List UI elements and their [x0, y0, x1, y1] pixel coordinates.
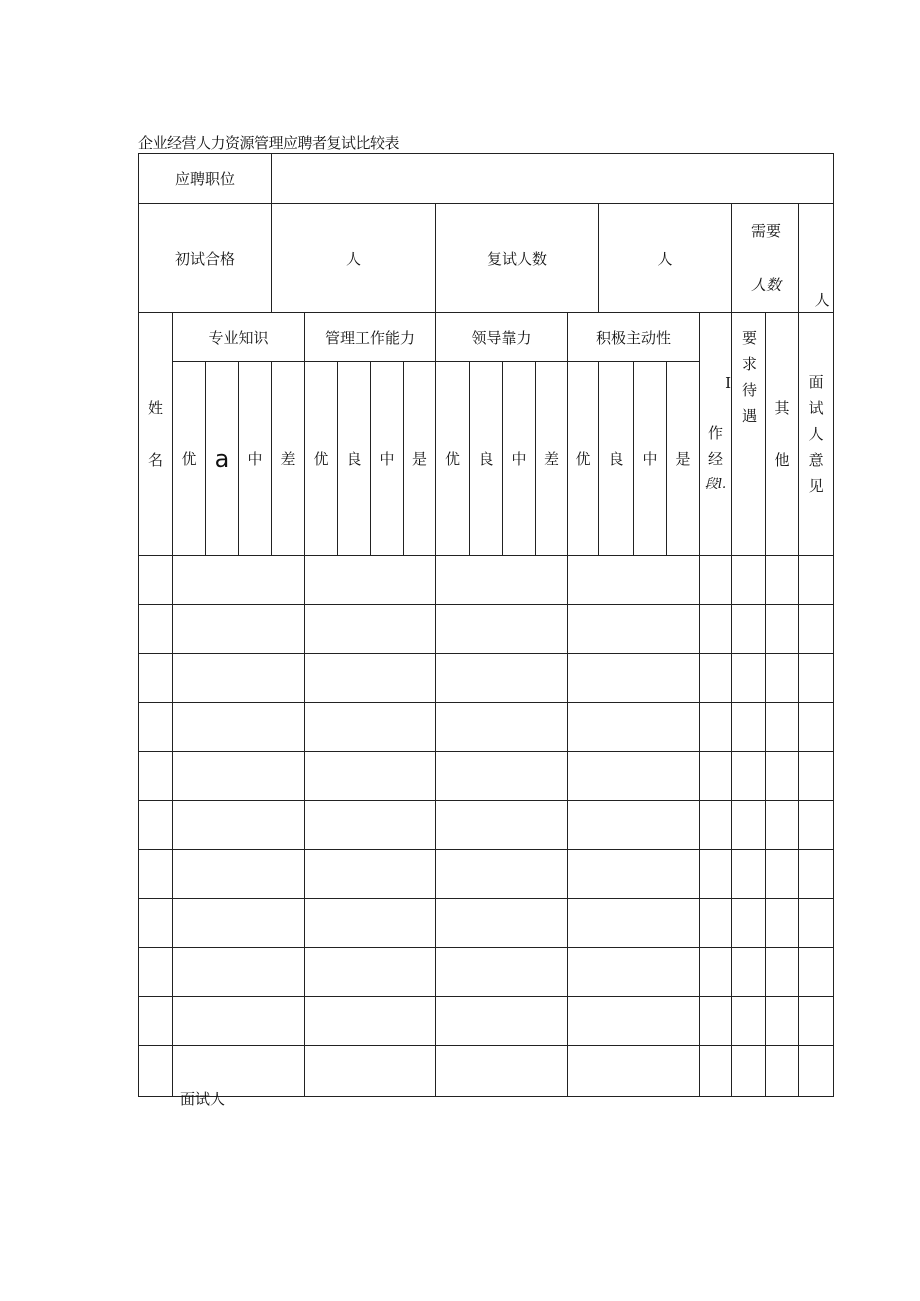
name-cell[interactable]: [139, 899, 173, 948]
grade-header: 良: [470, 362, 503, 556]
opinion-cell[interactable]: [799, 997, 834, 1046]
salary-cell[interactable]: [732, 703, 766, 752]
work-exp-cell[interactable]: [700, 703, 732, 752]
other-cell[interactable]: [766, 605, 799, 654]
opinion-cell[interactable]: [799, 850, 834, 899]
name-cell[interactable]: [139, 703, 173, 752]
name-cell[interactable]: [139, 752, 173, 801]
grade-header: 良: [338, 362, 371, 556]
opinion-cell[interactable]: [799, 948, 834, 997]
leadership-cell[interactable]: [436, 899, 568, 948]
management-cell[interactable]: [305, 556, 436, 605]
professional-cell[interactable]: [173, 997, 305, 1046]
work-exp-cell[interactable]: [700, 1046, 732, 1097]
initiative-cell[interactable]: [568, 948, 700, 997]
salary-char-4: 遇: [742, 407, 758, 425]
leadership-cell[interactable]: [436, 1046, 568, 1097]
grade-header: 差: [272, 362, 305, 556]
grade-header: 优: [173, 362, 206, 556]
group-header-initiative: 积极主动性: [568, 313, 700, 362]
management-cell[interactable]: [305, 752, 436, 801]
work-exp-cell[interactable]: [700, 801, 732, 850]
opinion-char-5: 见: [808, 477, 824, 495]
management-cell[interactable]: [305, 948, 436, 997]
other-cell[interactable]: [766, 997, 799, 1046]
leadership-cell[interactable]: [436, 556, 568, 605]
work-exp-cell[interactable]: [700, 997, 732, 1046]
position-value[interactable]: [272, 154, 834, 204]
grade-header: 中: [371, 362, 404, 556]
work-exp-cell[interactable]: [700, 899, 732, 948]
need-label-line1: 需要: [751, 222, 782, 240]
initial-pass-label: 初试合格: [139, 204, 272, 313]
work-exp-char-4: 段l.: [704, 477, 727, 492]
grade-a-label: a: [214, 444, 230, 473]
grade-header: [206, 362, 239, 556]
initiative-cell[interactable]: [568, 997, 700, 1046]
name-char-1: 姓: [147, 399, 163, 417]
professional-cell[interactable]: [173, 948, 305, 997]
professional-cell[interactable]: [173, 899, 305, 948]
name-cell[interactable]: [139, 850, 173, 899]
opinion-cell[interactable]: [799, 1046, 834, 1097]
management-cell[interactable]: [305, 850, 436, 899]
opinion-cell[interactable]: [799, 556, 834, 605]
grade-header: 中: [239, 362, 272, 556]
salary-cell[interactable]: [732, 997, 766, 1046]
salary-cell[interactable]: [732, 801, 766, 850]
group-header-leadership: 领导靠力: [436, 313, 568, 362]
work-exp-cell[interactable]: [700, 850, 732, 899]
initiative-cell[interactable]: [568, 899, 700, 948]
opinion-char-3: 人: [808, 425, 824, 443]
salary-cell[interactable]: [732, 850, 766, 899]
grade-header: 优: [305, 362, 338, 556]
work-exp-cell[interactable]: [700, 605, 732, 654]
management-cell[interactable]: [305, 703, 436, 752]
grade-header: 中: [503, 362, 536, 556]
professional-cell[interactable]: [173, 850, 305, 899]
interviewer-label: 面试人: [180, 1090, 226, 1108]
table-row: [139, 752, 834, 801]
opinion-char-2: 试: [808, 399, 824, 417]
grade-header: 差: [536, 362, 568, 556]
opinion-char-1: 面: [808, 373, 824, 391]
salary-header: [732, 313, 766, 556]
salary-cell[interactable]: [732, 948, 766, 997]
page-title: 企业经营人力资源管理应聘者复试比较表: [138, 134, 400, 152]
work-experience-header: [700, 313, 732, 556]
retest-count-value[interactable]: 人: [599, 204, 732, 313]
other-cell[interactable]: [766, 654, 799, 703]
management-cell[interactable]: [305, 899, 436, 948]
name-cell[interactable]: [139, 801, 173, 850]
initiative-cell[interactable]: [568, 1046, 700, 1097]
other-cell[interactable]: [766, 801, 799, 850]
name-cell[interactable]: [139, 1046, 173, 1097]
opinion-cell[interactable]: [799, 752, 834, 801]
leadership-cell[interactable]: [436, 801, 568, 850]
other-cell[interactable]: [766, 703, 799, 752]
position-row: [139, 154, 834, 204]
name-cell[interactable]: [139, 997, 173, 1046]
other-char-2: 他: [774, 451, 790, 469]
work-exp-cell[interactable]: [700, 556, 732, 605]
name-cell[interactable]: [139, 654, 173, 703]
opinion-cell[interactable]: [799, 703, 834, 752]
other-cell[interactable]: [766, 850, 799, 899]
salary-cell[interactable]: [732, 605, 766, 654]
salary-char-3: 待: [742, 381, 758, 399]
leadership-cell[interactable]: [436, 997, 568, 1046]
table-row: [139, 850, 834, 899]
leadership-cell[interactable]: [436, 605, 568, 654]
table-row: [139, 654, 834, 703]
name-cell[interactable]: [139, 605, 173, 654]
name-cell[interactable]: [139, 556, 173, 605]
table-row: [139, 997, 834, 1046]
initiative-cell[interactable]: [568, 850, 700, 899]
management-cell[interactable]: [305, 654, 436, 703]
initiative-cell[interactable]: [568, 654, 700, 703]
work-exp-char-3: 经: [708, 450, 724, 468]
work-exp-char-2: 作: [708, 424, 724, 442]
professional-cell[interactable]: [173, 556, 305, 605]
grade-header: 良: [599, 362, 634, 556]
header-row-1: [139, 313, 834, 362]
group-header-professional: 专业知识: [173, 313, 305, 362]
salary-cell[interactable]: [732, 752, 766, 801]
need-count-label: [732, 204, 799, 313]
salary-cell[interactable]: [732, 899, 766, 948]
name-char-2: 名: [147, 451, 163, 469]
other-cell[interactable]: [766, 1046, 799, 1097]
need-label-line2: 人数: [751, 276, 782, 294]
leadership-cell[interactable]: [436, 752, 568, 801]
leadership-cell[interactable]: [436, 703, 568, 752]
initiative-cell[interactable]: [568, 801, 700, 850]
salary-cell[interactable]: [732, 1046, 766, 1097]
salary-char-2: 求: [742, 355, 758, 373]
other-cell[interactable]: [766, 752, 799, 801]
leadership-cell[interactable]: [436, 654, 568, 703]
initial-pass-value[interactable]: 人: [272, 204, 436, 313]
leadership-cell[interactable]: [436, 948, 568, 997]
grade-header: 中: [634, 362, 667, 556]
professional-cell[interactable]: [173, 703, 305, 752]
table-row: [139, 703, 834, 752]
leadership-cell[interactable]: [436, 850, 568, 899]
table-row: [139, 605, 834, 654]
grade-header: 是: [404, 362, 436, 556]
interviewer-opinion-header: [799, 313, 834, 556]
salary-cell[interactable]: [732, 556, 766, 605]
table-row: [139, 801, 834, 850]
salary-cell[interactable]: [732, 654, 766, 703]
grade-header: 优: [436, 362, 470, 556]
group-header-management: 管理工作能力: [305, 313, 436, 362]
management-cell[interactable]: [305, 801, 436, 850]
work-exp-char-1: I: [725, 374, 732, 392]
candidate-rows: [139, 556, 834, 1097]
work-exp-cell[interactable]: [700, 948, 732, 997]
opinion-cell[interactable]: [799, 654, 834, 703]
table-row: [139, 899, 834, 948]
professional-cell[interactable]: [173, 801, 305, 850]
counts-row: [139, 204, 834, 313]
initiative-cell[interactable]: [568, 752, 700, 801]
position-label: 应聘职位: [139, 154, 272, 204]
initiative-cell[interactable]: [568, 605, 700, 654]
comparison-table: [138, 153, 834, 1097]
other-cell[interactable]: [766, 948, 799, 997]
table-row: [139, 948, 834, 997]
table-row: [139, 556, 834, 605]
work-exp-cell[interactable]: [700, 752, 732, 801]
professional-cell[interactable]: [173, 605, 305, 654]
other-cell[interactable]: [766, 899, 799, 948]
management-cell[interactable]: [305, 1046, 436, 1097]
name-header: [139, 313, 173, 556]
grade-header: 是: [667, 362, 700, 556]
name-cell[interactable]: [139, 948, 173, 997]
opinion-cell[interactable]: [799, 899, 834, 948]
management-cell[interactable]: [305, 997, 436, 1046]
management-cell[interactable]: [305, 605, 436, 654]
initiative-cell[interactable]: [568, 703, 700, 752]
need-count-value[interactable]: 人: [799, 204, 834, 313]
other-char-1: 其: [774, 399, 790, 417]
professional-cell[interactable]: [173, 752, 305, 801]
opinion-cell[interactable]: [799, 801, 834, 850]
opinion-char-4: 意: [808, 451, 824, 469]
table-row: [139, 1046, 834, 1097]
other-cell[interactable]: [766, 556, 799, 605]
retest-count-label: 复试人数: [436, 204, 599, 313]
other-header: [766, 313, 799, 556]
opinion-cell[interactable]: [799, 605, 834, 654]
initiative-cell[interactable]: [568, 556, 700, 605]
grade-header: 优: [568, 362, 599, 556]
professional-cell[interactable]: [173, 654, 305, 703]
salary-char-1: 要: [742, 329, 758, 347]
work-exp-cell[interactable]: [700, 654, 732, 703]
